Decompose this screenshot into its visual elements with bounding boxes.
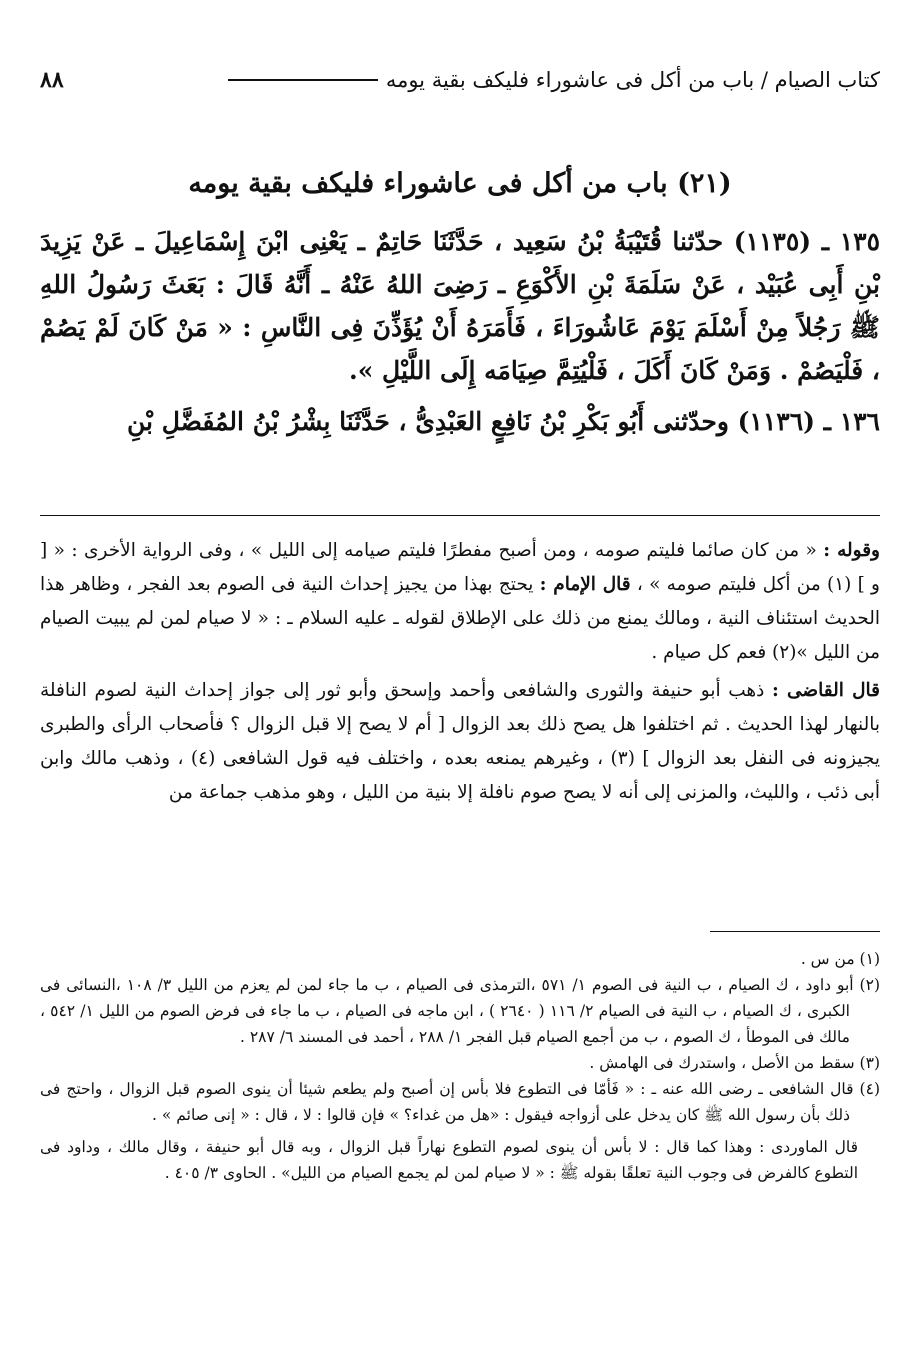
footnote-3: (٣) سقط من الأصل ، واستدرك فى الهامش . <box>589 1054 880 1072</box>
hadith-text <box>40 220 880 443</box>
footnotes <box>40 946 880 1186</box>
commentary-divider <box>40 515 880 516</box>
hadith-136: ١٣٦ ـ (١١٣٦) وحدّثنى أَبُو بَكْرِ بْنُ نَافِعٍ العَبْدِىُّ ، حَدَّثَنَا بِشْرُ بْنُ المُفَضَّلِ بْنِ <box>127 407 880 436</box>
footnote-4-continuation: قال الماوردى : وهذا كما قال : لا بأس أن ينوى لصوم التطوع نهاراً قبل الزوال ، وبه قال أبو حنيفة ، وقال مالك ، وداود فى التطوع كالفرض فى وجوب النية تعلقًا بقوله ﷺ : « لا صيام لمن لم يجمع الصيام من الليل» . الحاوى ٣/ ٤٠٥ . <box>40 1138 858 1182</box>
commentary-text: ذهب أبو حنيفة والثورى والشافعى وأحمد وإسحق وأبو ثور إلى جواز إحداث النية لصوم النافلة بالنهار لهذا الحديث . ثم اختلفوا هل يصح ذلك بعد الزوال [ أم لا يصح إلا قبل الزوال ؟ فأصحاب الرأى والطبرى يجيزونه فى النفل بعد الزوال ] (٣) ، وغيرهم يمنعه بعده ، واختلف فيه قول الشافعى (٤) ، وذهب مالك وابن أبى ذئب ، والليث، والمزنى إلى أنه لا يصح صوم نافلة إلا بنية من الليل ، وهو مذهب جماعة من <box>40 680 880 803</box>
commentary-lead-imam: قال الإمام : <box>539 574 631 595</box>
commentary-text: يحتج بهذا من يجيز إحداث النية فى الصوم بعد الفجر ، وظاهر هذا الحديث استئناف النية ، ومالك يمنع من ذلك على الإطلاق لقوله ـ عليه السلام ـ : « لا صيام لمن لم يبيت الصيام من الليل »(٢) فعم كل صيام . <box>40 574 880 663</box>
running-header-rule <box>228 79 378 81</box>
running-header <box>40 62 880 98</box>
book-page <box>40 0 880 1358</box>
running-header-title: كتاب الصيام / باب من أكل فى عاشوراء فليكف بقية يومه <box>385 68 880 92</box>
chapter-heading: (٢١) باب من أكل فى عاشوراء فليكف بقية يومه <box>188 168 732 199</box>
footnote-1: (١) من س . <box>800 950 880 968</box>
commentary-paragraph-1 <box>40 534 880 670</box>
commentary-lead-qadi: قال القاضى : <box>772 680 880 701</box>
page-number: ٨٨ <box>40 67 64 93</box>
hadith-135: ١٣٥ ـ (١١٣٥) حدّثنا قُتَيْبَةُ بْنُ سَعِيد ، حَدَّثَنَا حَاتِمٌ ـ يَعْنِى ابْنَ إِسْمَاعِيلَ ـ عَنْ يَزِيدَ بْنِ أَبِى عُبَيْد ، عَنْ سَلَمَةَ بْنِ الأَكْوَعِ ـ رَضِىَ اللهُ عَنْهُ ـ أَنَّهُ قَالَ : بَعَثَ رَسُولُ اللهِ ﷺ رَجُلاً مِنْ أَسْلَمَ يَوْمَ عَاشُورَاءَ ، فَأَمَرَهُ أَنْ يُؤَذِّنَ فِى النَّاسِ : « مَنْ كَانَ لَمْ يَصُمْ ، فَلْيَصُمْ . وَمَنْ كَانَ أَكَلَ ، فَلْيُتِمَّ صِيَامَه إِلَى اللَّيْلِ ». <box>40 227 881 385</box>
commentary-text: « من كان صائما فليتم صومه ، ومن أصبح مفطرًا فليتم صيامه إلى الليل » ، وفى الرواية الأخرى : « [ و ] (١) من أكل فليتم صومه » ، <box>40 540 880 595</box>
commentary-paragraph-2 <box>40 674 880 810</box>
footnote-divider <box>710 931 880 932</box>
commentary <box>40 534 880 810</box>
commentary-lead-qawluh: وقوله : <box>823 540 880 561</box>
footnote-2: (٢) أبو داود ، ك الصيام ، ب النية فى الصوم ١/ ٥٧١ ،الترمذى فى الصيام ، ب ما جاء لمن لم يعزم من الليل ٣/ ١٠٨ ،النسائى فى الكبرى ، ك الصيام ، ب النية فى الصيام ٢/ ١١٦ ( ٢٦٤٠ ) ، ابن ماجه فى الصيام ، ب ما جاء فى فرض الصوم من الليل ١/ ٥٤٢ ، مالك فى الموطأ ، ك الصوم ، ب من أجمع الصيام قبل الفجر ١/ ٢٨٨ ، أحمد فى المسند ٦/ ٢٨٧ . <box>40 976 880 1046</box>
footnote-4: (٤) قال الشافعى ـ رضى الله عنه ـ : « فَأمّا فى التطوع فلا بأس إن أصبح ولم يطعم شيئا أن ينوى الصوم قبل الزوال ، واحتج فى ذلك بأن رسول الله ﷺ كان يدخل على أزواجه فيقول : «هل من غداء؟ » فإن قالوا : لا ، قال : « إنى صائم » . <box>40 1080 880 1124</box>
